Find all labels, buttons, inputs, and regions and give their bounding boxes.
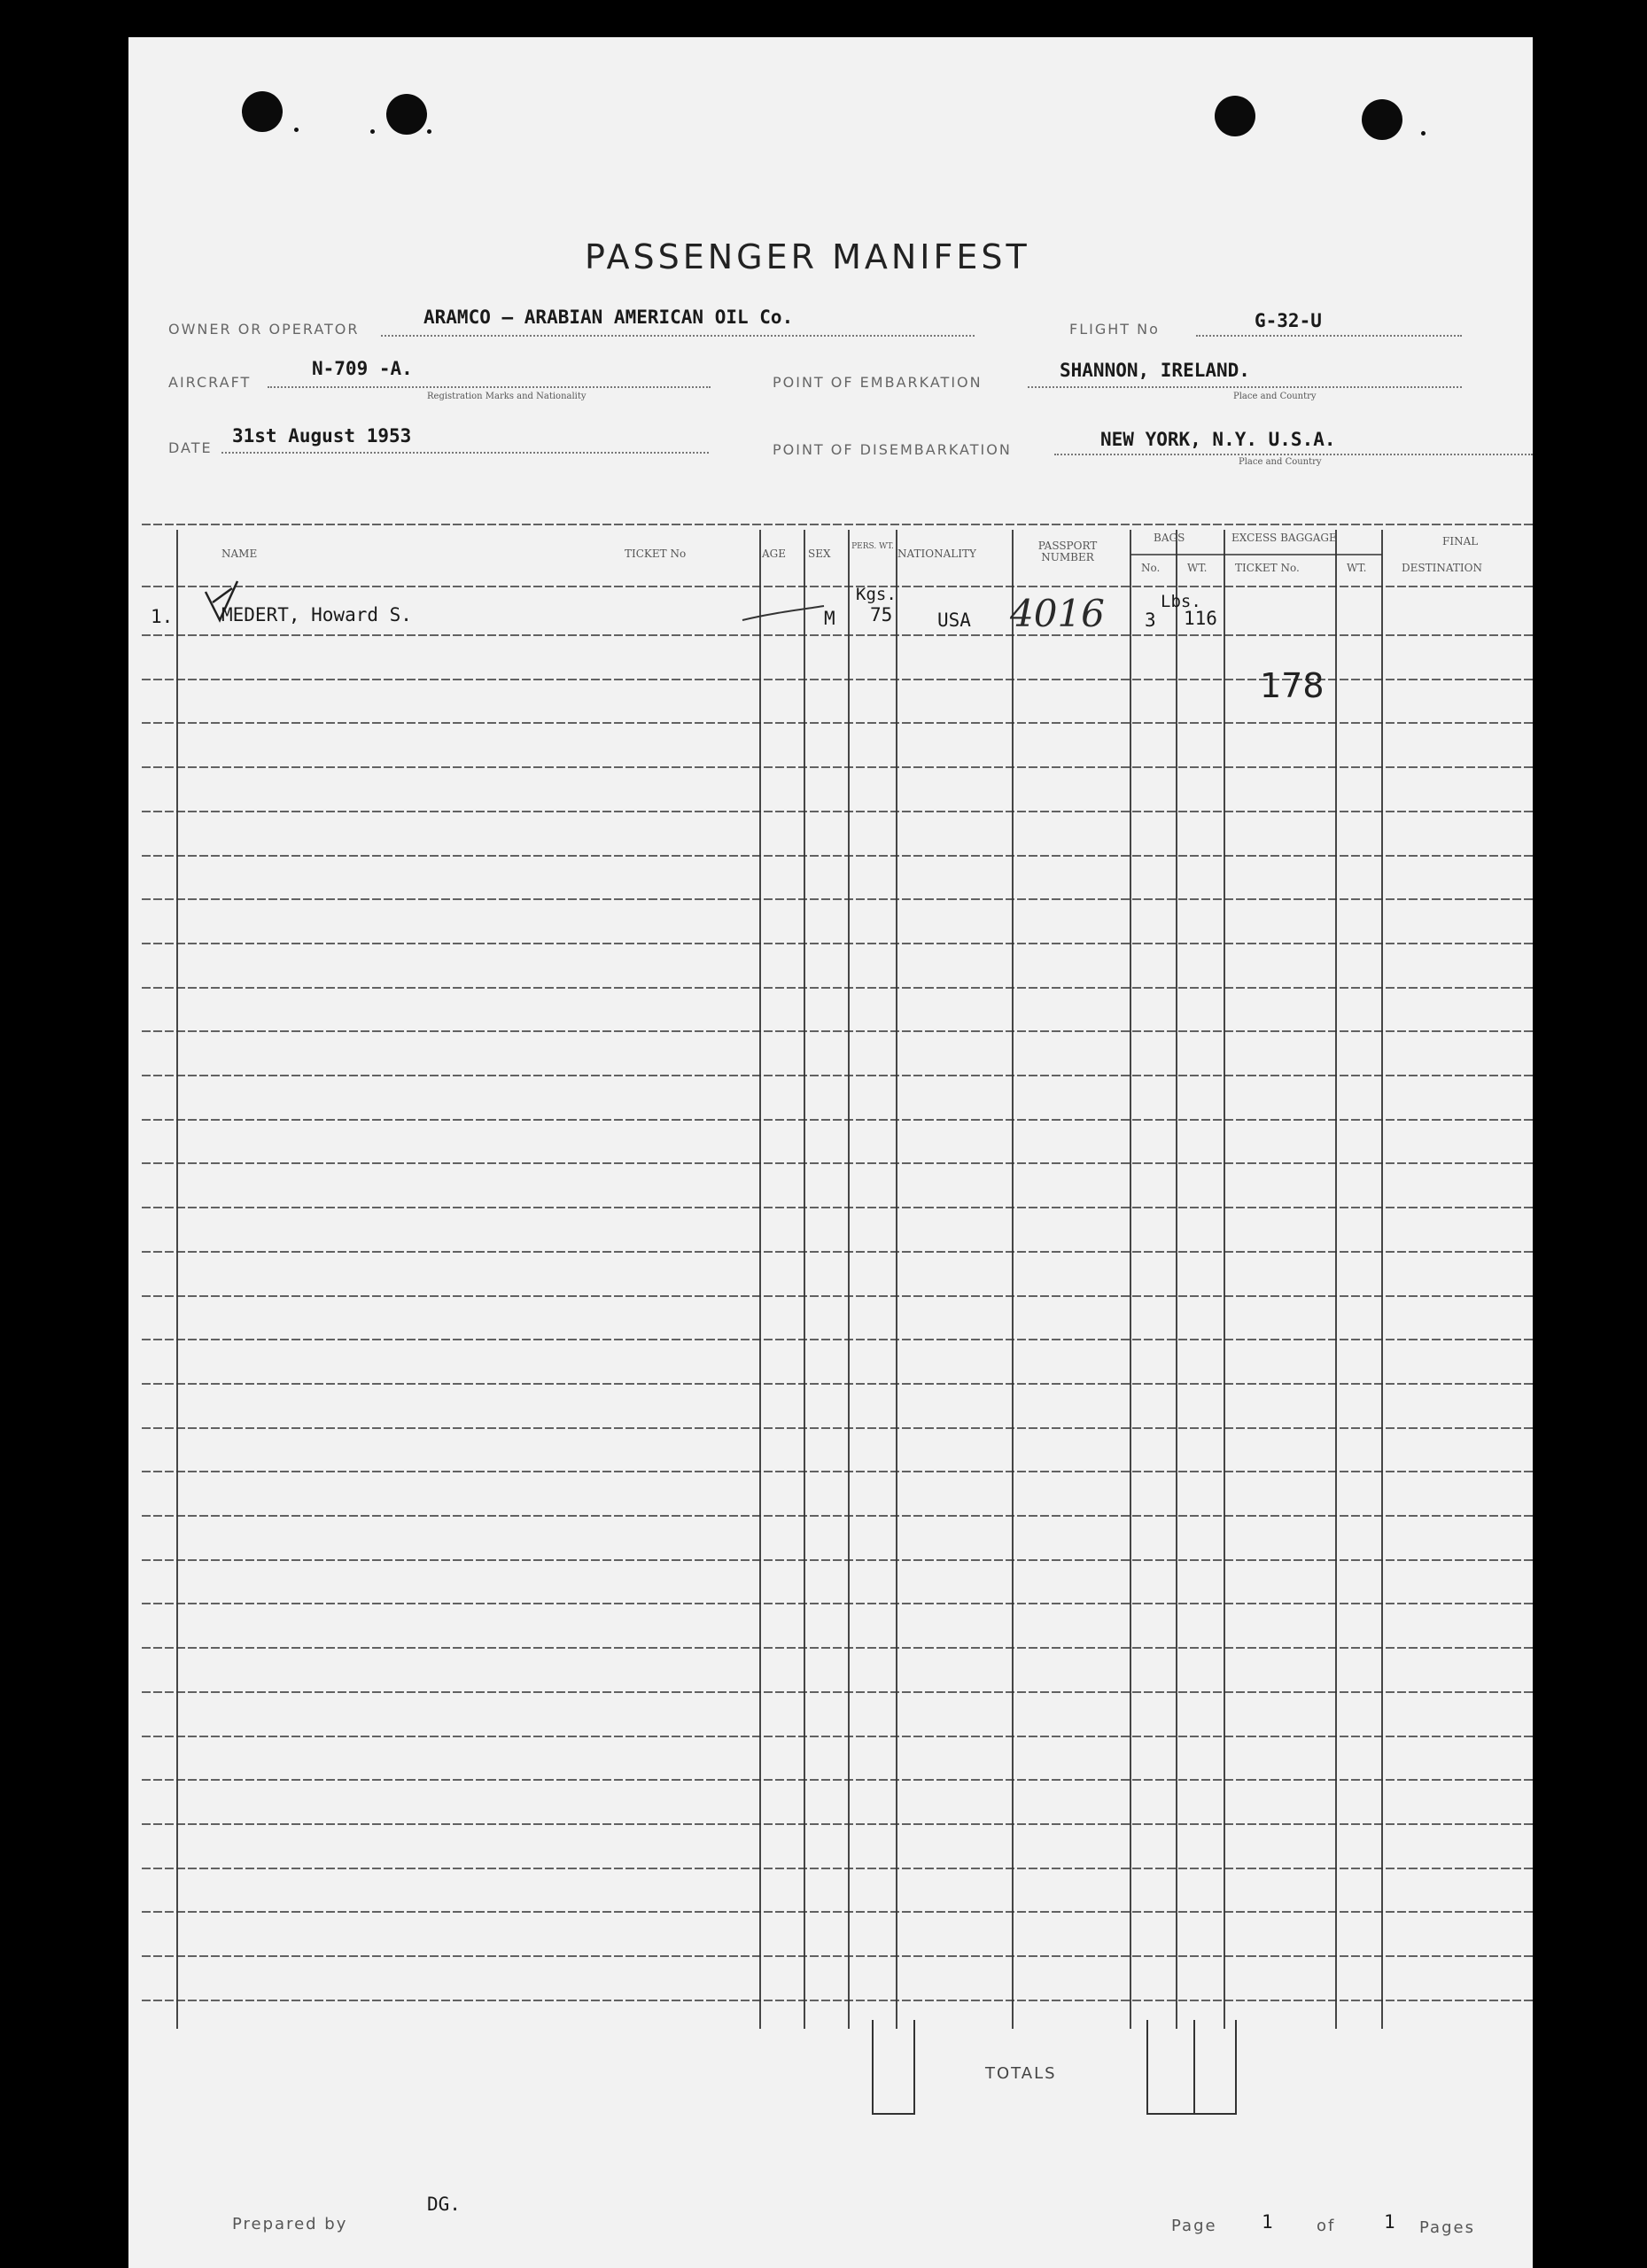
date-label: DATE — [168, 439, 213, 456]
col-header-excess: EXCESS BAGGAGE — [1231, 532, 1337, 544]
col-header-excess-wt: WT. — [1347, 562, 1367, 574]
passport-number: 4016 — [1010, 592, 1105, 635]
pages-label: Pages — [1419, 2218, 1475, 2237]
col-header-excess-ticket: TICKET No. — [1235, 562, 1300, 574]
totals-bags-box — [1147, 2020, 1236, 2114]
row-rules — [142, 586, 1533, 2000]
disembarkation-value: NEW YORK, N.Y. U.S.A. — [1100, 429, 1336, 450]
weight-unit: Kgs. — [856, 585, 897, 604]
passenger-nationality: USA — [937, 610, 971, 631]
date-value: 31st August 1953 — [232, 425, 412, 447]
aircraft-hint: Registration Marks and Nationality — [427, 392, 587, 401]
passenger-name: MEDERT, Howard S. — [221, 604, 412, 625]
col-header-age: AGE — [762, 548, 787, 560]
col-header-pers-wt: PERS. WT. — [851, 542, 894, 551]
flight-value: G-32-U — [1255, 310, 1322, 331]
embarkation-label: POINT OF EMBARKATION — [773, 374, 983, 391]
col-header-sex: SEX — [808, 548, 831, 560]
passenger-weight: 75 — [870, 604, 893, 625]
of-label: of — [1317, 2217, 1336, 2235]
column-rules — [177, 530, 1382, 2029]
col-header-bags: BAGS — [1154, 532, 1185, 544]
disembarkation-label: POINT OF DISEMBARKATION — [773, 441, 1012, 458]
bags-count: 3 — [1145, 610, 1156, 631]
page-count: 1 — [1384, 2211, 1395, 2233]
bags-weight: 116 — [1184, 608, 1217, 629]
disembarkation-hint: Place and Country — [1239, 457, 1322, 467]
owner-value: ARAMCO — ARABIAN AMERICAN OIL Co. — [423, 307, 794, 328]
passenger-sex: M — [824, 608, 835, 629]
totals-box — [873, 2020, 914, 2114]
handwritten-total: 178 — [1260, 666, 1325, 705]
totals-label: TOTALS — [985, 2064, 1057, 2083]
col-header-destination: DESTINATION — [1402, 562, 1482, 574]
page-title: PASSENGER MANIFEST — [585, 237, 1030, 276]
col-header-bags-no: No. — [1141, 562, 1161, 574]
page-number: 1 — [1262, 2211, 1273, 2233]
pen-stroke — [742, 606, 824, 620]
embarkation-value: SHANNON, IRELAND. — [1060, 360, 1250, 381]
col-header-name: NAME — [221, 548, 258, 560]
row-index: 1. — [151, 606, 174, 627]
embarkation-hint: Place and Country — [1233, 392, 1317, 401]
bags-unit: Lbs. — [1161, 592, 1201, 611]
prepared-label: Prepared by — [232, 2215, 348, 2233]
flight-label: FLIGHT No — [1069, 321, 1160, 338]
aircraft-value: N-709 -A. — [312, 358, 413, 379]
col-header-nationality: NATIONALITY — [897, 548, 976, 560]
page-label: Page — [1171, 2217, 1217, 2235]
owner-label: OWNER OR OPERATOR — [168, 321, 360, 338]
col-header-passport: PASSPORT NUMBER — [1037, 540, 1098, 563]
aircraft-label: AIRCRAFT — [168, 374, 252, 391]
col-header-final: FINAL — [1442, 535, 1479, 548]
col-header-bags-wt: WT. — [1187, 562, 1208, 574]
col-header-ticket: TICKET No — [625, 548, 687, 560]
prepared-value: DG. — [427, 2194, 461, 2215]
